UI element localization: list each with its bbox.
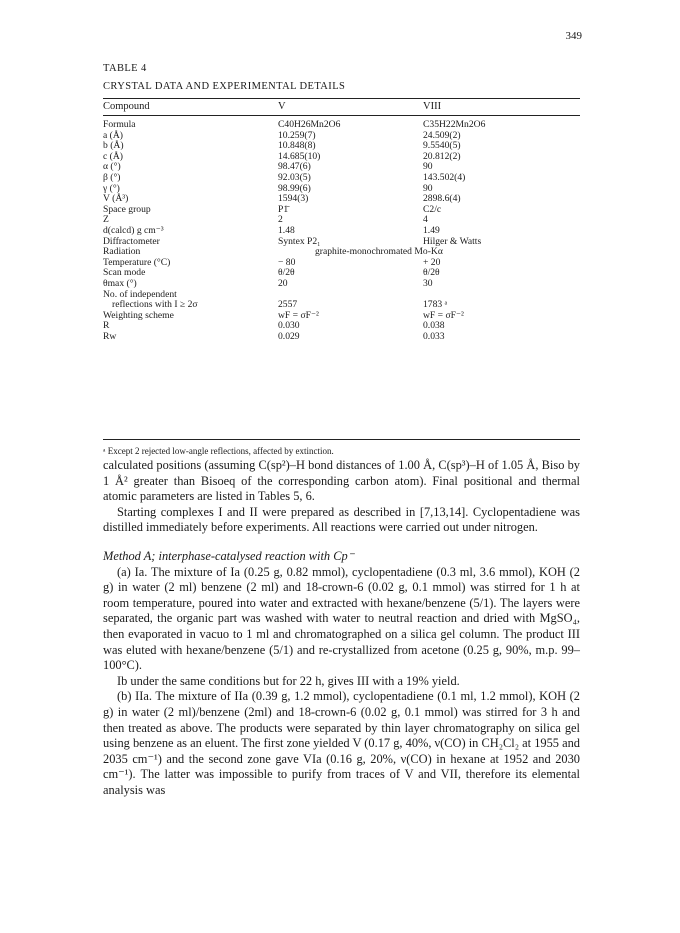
row-value-viii: 1783 ᵃ [423, 299, 448, 311]
row-value-v: 20 [278, 277, 288, 289]
table-row [103, 119, 580, 131]
table-row [103, 141, 580, 152]
table-bottom-rule [103, 439, 580, 440]
table-header-compound: Compound [103, 101, 150, 112]
row-label: Z [103, 214, 109, 226]
row-value-v: 98.99(6) [278, 182, 311, 194]
table-row [103, 194, 580, 205]
row-label: Rw [103, 330, 117, 342]
method-a-heading: Method A; interphase-catalysed reaction with Cp⁻ [103, 548, 355, 563]
row-label: α (°) [103, 161, 121, 173]
row-label: θmax (°) [103, 277, 137, 289]
row-value-v: C40H26Mn2O6 [278, 119, 341, 130]
row-label: β (°) [103, 171, 121, 183]
row-label: Diffractometer [103, 235, 160, 247]
row-label: R [103, 320, 110, 332]
crystal-data-table [103, 119, 580, 342]
row-label: No. of independent [103, 288, 177, 300]
table-row [103, 279, 580, 290]
table-row [103, 321, 580, 332]
table-row [103, 311, 580, 322]
row-label: Space group [103, 203, 151, 215]
paragraph-method-a-ia: (a) Ia. The mixture of Ia (0.25 g, 0.82 mmol), cyclopentadiene (0.3 ml, 3.6 mmol), KOH (2 g) in water (2 ml) benzene (2 ml) and 18-crown-6 (0.02 g, 0.1 mmol) was stirred for 1 h at room temperature, poured into water and extracted with hexane/benzene (5/1). The layers were separated, the organic part was washed with water to neutral reaction and dried with MgSO₄, then evaporated in vacuo to 1 ml and chromatographed on a silica gel column. The product III was eluted with hexane/benzene (5/1) and re-crystallized from acetone (0.25 g, 90%, m.p. 99–100°C). [103, 564, 580, 673]
row-value-v: 0.029 [278, 330, 300, 342]
table-row [103, 247, 580, 258]
row-label: b (Å) [103, 140, 124, 152]
row-label: c (Å) [103, 150, 123, 162]
row-value-viii: C35H22Mn2O6 [423, 119, 486, 130]
row-value-viii: 20.812(2) [423, 150, 461, 162]
table-title: TABLE 4 [103, 63, 147, 74]
row-value-viii: θ/2θ [423, 267, 440, 279]
row-value-v: 10.848(8) [278, 140, 316, 152]
table-row [103, 131, 580, 142]
table-row [103, 226, 580, 237]
row-label: Weighting scheme [103, 309, 174, 321]
row-label: a (Å) [103, 129, 123, 141]
row-value-viii: 4 [423, 214, 428, 226]
table-row [103, 258, 580, 269]
row-value-shared: graphite-monochromated Mo-Kα [315, 246, 443, 258]
row-value-viii: 30 [423, 277, 433, 289]
row-value-viii: 9.5540(5) [423, 140, 461, 152]
row-value-viii: 90 [423, 182, 433, 194]
row-value-viii: Hilger & Watts [423, 235, 482, 247]
table-row [103, 184, 580, 195]
row-value-v: 98.47(6) [278, 161, 311, 173]
paragraph-positions: calculated positions (assuming C(sp²)–H bond distances of 1.00 Å, C(sp³)–H of 1.05 Å, Biso by 1 Å² greater than Bisoeq of the corresponding carbon atom). Final positional and thermal atomic parameters are listed in Tables 5, 6. [103, 458, 580, 504]
row-label: Temperature (°C) [103, 256, 171, 268]
row-value-viii: 0.038 [423, 320, 445, 332]
row-value-v: θ/2θ [278, 267, 295, 279]
row-label: V (Å³) [103, 193, 129, 205]
row-value-v: 14.685(10) [278, 150, 321, 162]
row-value-viii: C2/c [423, 203, 442, 215]
row-value-viii: + 20 [423, 256, 441, 268]
row-value-v: 2557 [278, 299, 298, 311]
table-row [103, 268, 580, 279]
row-label: Radiation [103, 246, 141, 258]
table-row [103, 162, 580, 173]
table-row [103, 152, 580, 163]
row-value-v: 2 [278, 214, 283, 226]
table-row [103, 205, 580, 216]
row-value-v: 92.03(5) [278, 171, 311, 183]
paragraph-method-a-ib: Ib under the same conditions but for 22 h, gives III with a 19% yield. [117, 673, 460, 688]
table-header-rule [103, 115, 580, 116]
row-value-viii: 143.502(4) [423, 171, 466, 183]
row-value-viii: 2898.6(4) [423, 193, 461, 205]
paragraph-method-a-iia: (b) IIa. The mixture of IIa (0.39 g, 1.2 mmol), cyclopentadiene (0.1 ml, 1.2 mmol), KOH (2 g) in water (2 ml)/benzene (2ml) and 18-crown-6 (0.02 g, 0.1 mmol) was stirred for 3 h and then treated as above. The products were separated by thin layer chromatography on silica gel using benzene as an eluent. The first zone yielded V (0.17 g, 40%, ν(CO) in CH₂Cl₂ at 1955 and 2035 cm⁻¹) and the second zone gave VIa (0.16 g, 20%, ν(CO) in hexane at 1952 and 2030 cm⁻¹). The latter was impossible to purify from traces of V and VII, therefore its elemental analysis was [103, 689, 580, 797]
row-value-viii: 0.033 [423, 330, 445, 342]
row-value-viii: 24.509(2) [423, 129, 461, 141]
row-value-v: P1̄ [278, 203, 289, 215]
page-number: 349 [565, 30, 582, 42]
table-header-viii: VIII [423, 101, 442, 112]
row-label: Scan mode [103, 267, 146, 279]
row-label: γ (°) [103, 182, 120, 194]
row-value-v: 1.48 [278, 224, 295, 236]
row-value-viii: wF = σF⁻² [423, 309, 464, 321]
row-label: Formula [103, 119, 136, 130]
body-text [103, 458, 580, 798]
row-value-v: − 80 [278, 256, 296, 268]
table-subtitle: CRYSTAL DATA AND EXPERIMENTAL DETAILS [103, 81, 346, 92]
table-footnote: ᵃ Except 2 rejected low-angle reflections, affected by extinction. [103, 446, 334, 456]
row-value-viii: 1.49 [423, 224, 440, 236]
row-label: reflections with I ≥ 2σ [112, 299, 198, 311]
row-value-v: 10.259(7) [278, 129, 316, 141]
row-value-viii: 90 [423, 161, 433, 173]
row-value-v: 1594(3) [278, 193, 309, 205]
table-top-rule [103, 98, 580, 99]
row-label: d(calcd) g cm⁻³ [103, 224, 164, 236]
table-row [103, 173, 580, 184]
paragraph-starting-complexes: Starting complexes I and II were prepared as described in [7,13,14]. Cyclopentadiene was distilled immediately before experiments. All reactions were carried out under nitrogen. [103, 504, 580, 535]
table-header-v: V [278, 101, 286, 112]
table-row [103, 215, 580, 226]
row-value-v: Syntex P2₁ [278, 235, 321, 247]
table-row [103, 300, 580, 311]
table-row [103, 332, 580, 343]
row-value-v: wF = σF⁻² [278, 309, 319, 321]
row-value-v: 0.030 [278, 320, 300, 332]
